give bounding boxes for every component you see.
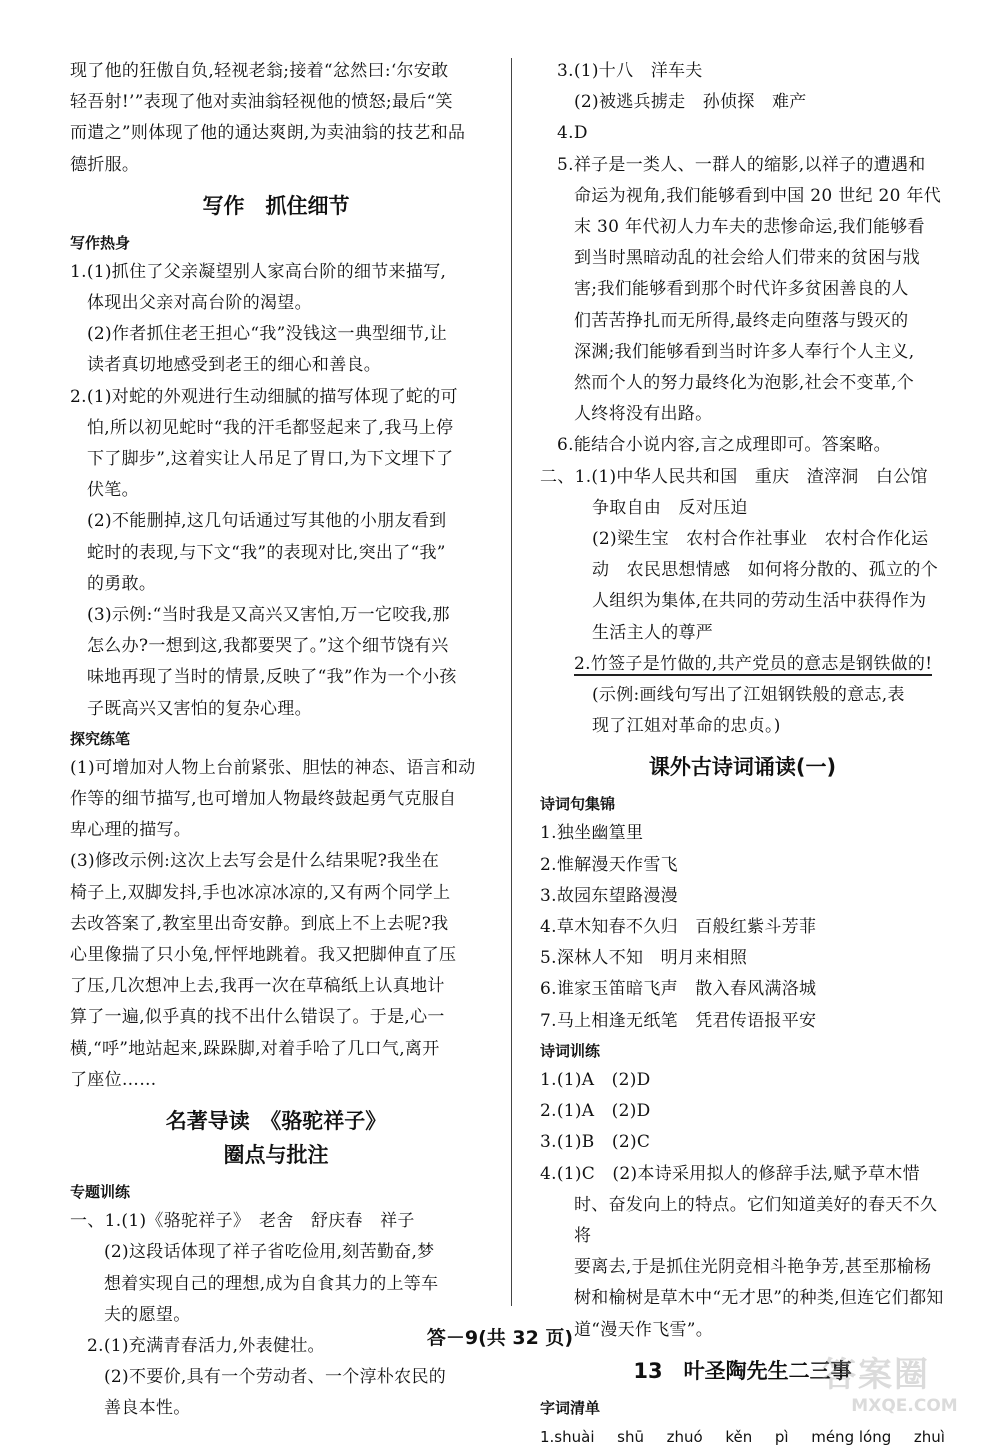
text-line: 去改答案了,教室里出奇安静。到底上不上去呢?我 bbox=[70, 913, 449, 934]
answer-r21 bbox=[540, 462, 945, 649]
answer-r3 bbox=[540, 56, 945, 118]
text-line: 心里像揣了只小兔,怦怦地跳着。我又把脚伸直了压 bbox=[70, 945, 457, 966]
pinyin-item: zhuì bbox=[913, 1427, 945, 1446]
text-line: 作等的细节描写,也可增加人物最终鼓起勇气克服自 bbox=[70, 789, 457, 810]
text-line: 下了脚步”,这着实让人吊足了胃口,为下文埋下了 bbox=[87, 449, 454, 470]
subheading-lines: 诗词句集锦 bbox=[540, 795, 616, 814]
text-line: 末 30 年代初人力车夫的悲惨命运,我们能够看 bbox=[574, 217, 925, 238]
subheading-special: 专题训练 bbox=[70, 1183, 131, 1202]
text-line: 轻吾射!’”表现了他对卖油翁轻视他的愤怒;最后“笑 bbox=[70, 92, 453, 113]
watermark-text: 答案圈 bbox=[822, 1355, 930, 1395]
text-line: 读者真切地感受到老王的细心和善良。 bbox=[87, 355, 382, 376]
text-line: 现了江姐对革命的忠贞。) bbox=[592, 716, 781, 737]
text-line: 的勇敢。 bbox=[87, 573, 157, 594]
subheading-explore: 探究练笔 bbox=[70, 729, 131, 748]
text-line: 到当时黑暗动乱的社会给人们带来的贫困与戕 bbox=[574, 248, 920, 269]
text-line: 卑心理的描写。 bbox=[70, 820, 192, 841]
page-number: 答－9(共 32 页) bbox=[426, 1327, 574, 1349]
list-item: 2.(1)A (2)D bbox=[540, 1101, 651, 1122]
text-line: (2)梁生宝 农村合作社事业 农村合作化运 bbox=[592, 529, 929, 550]
text-line: 子既高兴又害怕的复杂心理。 bbox=[87, 698, 312, 719]
watermark-logo bbox=[822, 1347, 987, 1417]
list-item: 3.故园东望路漫漫 bbox=[540, 885, 678, 906]
answer-explore bbox=[70, 753, 482, 1096]
pinyin-item: shū bbox=[617, 1427, 644, 1446]
poem-lines-list bbox=[540, 818, 945, 1036]
text-line: 5.祥子是一类人、一群人的缩影,以祥子的遭遇和 bbox=[557, 154, 926, 175]
text-line: 善良本性。 bbox=[104, 1398, 191, 1419]
list-item: 3.(1)B (2)C bbox=[540, 1132, 651, 1153]
subheading-warmup: 写作热身 bbox=[70, 233, 131, 252]
text-line: 要离去,于是抓住光阴竞相斗艳争芳,甚至那榆杨 bbox=[574, 1257, 932, 1278]
section-title-poems: 课外古诗词诵读(一) bbox=[648, 755, 837, 780]
answer-q1 bbox=[70, 257, 482, 382]
section-title-classic: 名著导读 《骆驼祥子》 bbox=[165, 1109, 387, 1134]
underlined-sentence: 2.竹签子是竹做的,共产党员的意志是钢铁做的! bbox=[574, 653, 933, 674]
text-line: 树和榆树是草木中“无才思”的种类,但连它们都知 bbox=[574, 1288, 944, 1309]
text-line: 深渊;我们能够看到当时许多人奉行个人主义, bbox=[574, 341, 915, 362]
text-line: (2)被逃兵掳走 孙侦探 难产 bbox=[574, 92, 807, 113]
text-line: (2)不能删掉,这几句话通过写其他的小朋友看到 bbox=[87, 511, 447, 532]
text-line: (2)作者抓住老王担心“我”没钱这一典型细节,让 bbox=[87, 324, 448, 345]
column-divider bbox=[511, 58, 512, 1306]
text-line: 人组织为集体,在共同的劳动生活中获得作为 bbox=[592, 591, 927, 612]
text-line: 动 农民思想情感 如何将分散的、孤立的个 bbox=[592, 560, 938, 581]
text-line: 2.(1)充满青春活力,外表健壮。 bbox=[87, 1335, 325, 1356]
answer-r22 bbox=[540, 649, 945, 680]
text-line: 一、1.(1)《骆驼祥子》 老舍 舒庆春 祥子 bbox=[70, 1211, 415, 1232]
text-line: (3)修改示例:这次上去写会是什么结果呢?我坐在 bbox=[70, 851, 440, 872]
watermark-url: MXQE.COM bbox=[851, 1396, 958, 1416]
pinyin-item: 1.shuài bbox=[540, 1427, 595, 1446]
pinyin-item: méng lóng bbox=[811, 1427, 892, 1446]
text-line: (2)不要价,具有一个劳动者、一个淳朴农民的 bbox=[104, 1367, 447, 1388]
text-line: 想着实现自己的理想,成为自食其力的上等车 bbox=[104, 1273, 439, 1294]
text-line: 1.(1)抓住了父亲凝望别人家高台阶的细节来描写, bbox=[70, 261, 447, 282]
list-item: 5.深林人不知 明月来相照 bbox=[540, 948, 748, 969]
text-line: 德折服。 bbox=[70, 154, 140, 175]
list-item: 4.(1)C (2)本诗采用拟人的修辞手法,赋予草木惜 bbox=[540, 1163, 920, 1184]
text-line: 们苦苦挣扎而无所得,最终走向堕落与毁灭的 bbox=[574, 310, 909, 331]
list-item: 2.惟解漫天作雪飞 bbox=[540, 854, 678, 875]
text-line: 道“漫天作飞雪”。 bbox=[574, 1319, 714, 1340]
text-line: 怕,所以初见蛇时“我的汗毛都竖起来了,我马上停 bbox=[87, 417, 454, 438]
intro-paragraph bbox=[70, 56, 482, 181]
section-subtitle-classic: 圈点与批注 bbox=[223, 1143, 329, 1168]
text-line: 横,“呼”地站起来,跺跺脚,对着手哈了几口气,离开 bbox=[70, 1038, 440, 1059]
text-line: 了压,几次想冲上去,我再一次在草稿纸上认真地计 bbox=[70, 976, 445, 997]
text-line: 而遣之”则体现了他的通达爽朗,为卖油翁的技艺和品 bbox=[70, 123, 466, 144]
answer-special bbox=[70, 1206, 482, 1424]
poem-training-list bbox=[540, 1065, 945, 1346]
answer-r6: 6.能结合小说内容,言之成理即可。答案略。 bbox=[557, 435, 891, 456]
text-line: 3.(1)十八 洋车夫 bbox=[557, 61, 703, 81]
list-item: 1.独坐幽篁里 bbox=[540, 823, 644, 844]
pinyin-item: pì bbox=[774, 1427, 789, 1446]
list-item: 4.草木知春不久归 百般红紫斗芳菲 bbox=[540, 917, 817, 938]
pinyin-row bbox=[540, 1422, 945, 1452]
text-line: 然而个人的努力最终化为泡影,社会不变革,个 bbox=[574, 373, 915, 394]
text-line: (1)可增加对人物上台前紧张、胆怯的神态、语言和动 bbox=[70, 757, 476, 778]
text-line: 时、奋发向上的特点。它们知道美好的春天不久将 bbox=[574, 1194, 938, 1246]
list-item: 7.马上相逢无纸笔 凭君传语报平安 bbox=[540, 1010, 817, 1031]
answer-r5 bbox=[540, 150, 945, 431]
text-line: 体现出父亲对高台阶的渴望。 bbox=[87, 293, 312, 314]
right-column bbox=[540, 56, 945, 1452]
text-line: 怎么办?一想到这,我都要哭了。”这个细节饶有兴 bbox=[87, 636, 449, 657]
list-item: 1.(1)A (2)D bbox=[540, 1069, 651, 1090]
text-line: 争取自由 反对压迫 bbox=[592, 497, 748, 518]
pinyin-item: kěn bbox=[725, 1427, 753, 1446]
subheading-words: 字词清单 bbox=[540, 1398, 601, 1417]
text-line: 椅子上,双脚发抖,手也冰凉冰凉的,又有两个同学上 bbox=[70, 882, 451, 903]
text-line: 夫的愿望。 bbox=[104, 1304, 191, 1325]
text-line: 二、1.(1)中华人民共和国 重庆 渣滓洞 白公馆 bbox=[540, 466, 928, 487]
answer-q2 bbox=[70, 382, 482, 725]
text-line: 害;我们能够看到那个时代许多贫困善良的人 bbox=[574, 279, 909, 300]
text-line: (示例:画线句写出了江姐钢铁般的意志,表 bbox=[592, 685, 905, 706]
text-line: 了座位…… bbox=[70, 1069, 157, 1090]
text-line: 命运为视角,我们能够看到中国 20 世纪 20 年代 bbox=[574, 185, 942, 206]
text-line: 生活主人的尊严 bbox=[592, 622, 714, 643]
text-line: 人终将没有出路。 bbox=[574, 404, 713, 425]
text-line: 蛇时的表现,与下文“我”的表现对比,突出了“我” bbox=[87, 542, 446, 563]
text-line: 2.(1)对蛇的外观进行生动细腻的描写体现了蛇的可 bbox=[70, 386, 458, 407]
subheading-train: 诗词训练 bbox=[540, 1041, 601, 1060]
answer-r22-note bbox=[540, 680, 945, 742]
text-line: 味地再现了当时的情景,反映了“我”作为一个小孩 bbox=[87, 667, 457, 688]
answer-r4: 4.D bbox=[557, 123, 588, 144]
text-line: 伏笔。 bbox=[87, 480, 139, 501]
text-line: (3)示例:“当时我是又高兴又害怕,万一它咬我,那 bbox=[87, 605, 450, 626]
text-line: 算了一遍,似乎真的找不出什么错误了。于是,心一 bbox=[70, 1007, 445, 1028]
section-title-lesson: 13 叶圣陶先生二三事 bbox=[633, 1358, 852, 1383]
text-line: (2)这段话体现了祥子省吃俭用,刻苦勤奋,梦 bbox=[104, 1242, 435, 1263]
text-line: 现了他的狂傲自负,轻视老翁;接着“忿然曰:‘尔安敢 bbox=[70, 61, 449, 81]
list-item: 6.谁家玉笛暗飞声 散入春风满洛城 bbox=[540, 979, 817, 1000]
section-title-writing: 写作 抓住细节 bbox=[202, 193, 350, 218]
left-column bbox=[70, 56, 482, 1425]
pinyin-item: zhuó bbox=[666, 1427, 703, 1446]
